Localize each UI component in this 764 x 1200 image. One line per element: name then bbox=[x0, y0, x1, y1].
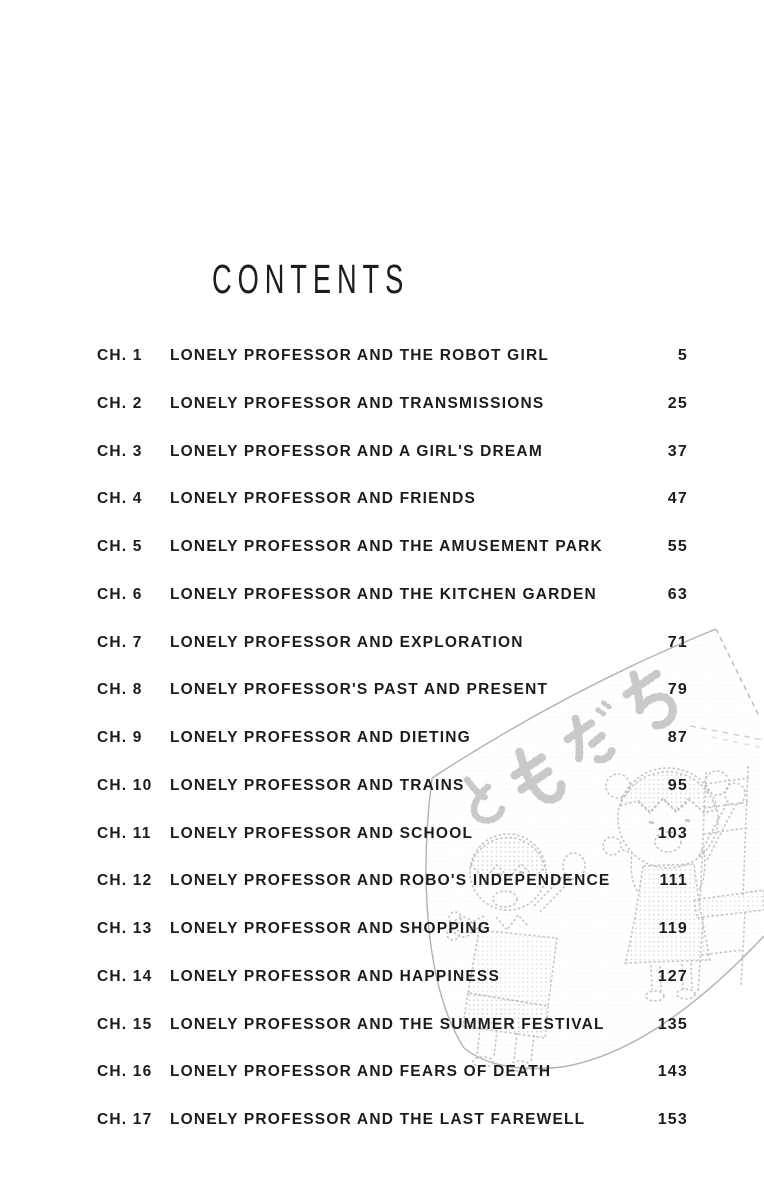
page-number: 127 bbox=[657, 967, 688, 985]
page-number: 55 bbox=[667, 538, 688, 555]
toc-row bbox=[97, 633, 688, 653]
toc-row bbox=[97, 1015, 688, 1035]
page-number: 79 bbox=[667, 681, 688, 699]
chapter-label: CH. 7 bbox=[97, 633, 143, 651]
chapter-label: CH. 16 bbox=[97, 1063, 153, 1081]
page-title: CONTENTS bbox=[212, 256, 410, 303]
chapter-title: LONELY PROFESSOR AND EXPLORATION bbox=[170, 633, 524, 651]
page-number: 25 bbox=[667, 394, 688, 412]
page-number: 119 bbox=[658, 920, 688, 937]
chapter-label: CH. 1 bbox=[97, 347, 143, 364]
chapter-title: LONELY PROFESSOR AND THE LAST FAREWELL bbox=[170, 1111, 586, 1128]
page-number: 95 bbox=[667, 776, 688, 794]
toc-row bbox=[97, 967, 688, 987]
toc-row bbox=[97, 1110, 688, 1130]
toc-row bbox=[97, 1062, 688, 1082]
page-number: 103 bbox=[657, 824, 688, 842]
page-number: 63 bbox=[667, 585, 688, 603]
toc-row bbox=[97, 871, 688, 891]
chapter-title: LONELY PROFESSOR AND SCHOOL bbox=[170, 824, 474, 842]
chapter-title: LONELY PROFESSOR AND DIETING bbox=[170, 729, 471, 746]
toc-row bbox=[97, 394, 688, 414]
chapter-title: LONELY PROFESSOR AND TRANSMISSIONS bbox=[170, 394, 545, 412]
chapter-title: LONELY PROFESSOR AND FRIENDS bbox=[170, 490, 477, 508]
toc-row bbox=[97, 346, 688, 366]
chapter-label: CH. 13 bbox=[97, 920, 153, 937]
toc-list bbox=[97, 346, 688, 1146]
chapter-label: CH. 3 bbox=[97, 442, 143, 460]
chapter-title: LONELY PROFESSOR AND THE AMUSEMENT PARK bbox=[170, 538, 603, 555]
chapter-title: LONELY PROFESSOR AND TRAINS bbox=[170, 776, 465, 794]
toc-row bbox=[97, 537, 688, 557]
chapter-label: CH. 5 bbox=[97, 538, 143, 555]
chapter-title: LONELY PROFESSOR AND HAPPINESS bbox=[170, 967, 500, 985]
page-number: 87 bbox=[667, 729, 688, 746]
chapter-title: LONELY PROFESSOR AND ROBO'S INDEPENDENCE bbox=[170, 872, 611, 890]
toc-row bbox=[97, 919, 688, 939]
page-number: 111 bbox=[659, 872, 688, 890]
chapter-label: CH. 9 bbox=[97, 729, 143, 746]
chapter-title: LONELY PROFESSOR AND A GIRL'S DREAM bbox=[170, 442, 543, 460]
toc-row bbox=[97, 489, 688, 509]
toc-row bbox=[97, 442, 688, 462]
page-number: 71 bbox=[667, 633, 688, 651]
chapter-label: CH. 10 bbox=[97, 776, 153, 794]
chapter-title: LONELY PROFESSOR AND THE KITCHEN GARDEN bbox=[170, 585, 597, 603]
chapter-title: LONELY PROFESSOR'S PAST AND PRESENT bbox=[170, 681, 549, 699]
chapter-title: LONELY PROFESSOR AND THE ROBOT GIRL bbox=[170, 347, 550, 364]
chapter-label: CH. 4 bbox=[97, 490, 143, 508]
chapter-label: CH. 14 bbox=[97, 967, 153, 985]
chapter-title: LONELY PROFESSOR AND SHOPPING bbox=[170, 920, 492, 937]
toc-row bbox=[97, 585, 688, 605]
toc-row bbox=[97, 680, 688, 700]
page-number: 5 bbox=[677, 347, 688, 364]
chapter-title: LONELY PROFESSOR AND FEARS OF DEATH bbox=[170, 1063, 552, 1081]
page-number: 37 bbox=[667, 442, 688, 460]
toc-row bbox=[97, 728, 688, 748]
chapter-label: CH. 8 bbox=[97, 681, 143, 699]
chapter-label: CH. 11 bbox=[97, 824, 152, 842]
toc-row bbox=[97, 776, 688, 796]
page-number: 135 bbox=[657, 1015, 688, 1033]
chapter-title: LONELY PROFESSOR AND THE SUMMER FESTIVAL bbox=[170, 1015, 605, 1033]
page-number: 47 bbox=[667, 490, 688, 508]
page-number: 153 bbox=[657, 1111, 688, 1128]
chapter-label: CH. 15 bbox=[97, 1015, 153, 1033]
chapter-label: CH. 12 bbox=[97, 872, 153, 890]
chapter-label: CH. 17 bbox=[97, 1111, 153, 1128]
page-number: 143 bbox=[657, 1063, 688, 1081]
chapter-label: CH. 6 bbox=[97, 585, 143, 603]
chapter-label: CH. 2 bbox=[97, 394, 143, 412]
toc-row bbox=[97, 824, 688, 844]
